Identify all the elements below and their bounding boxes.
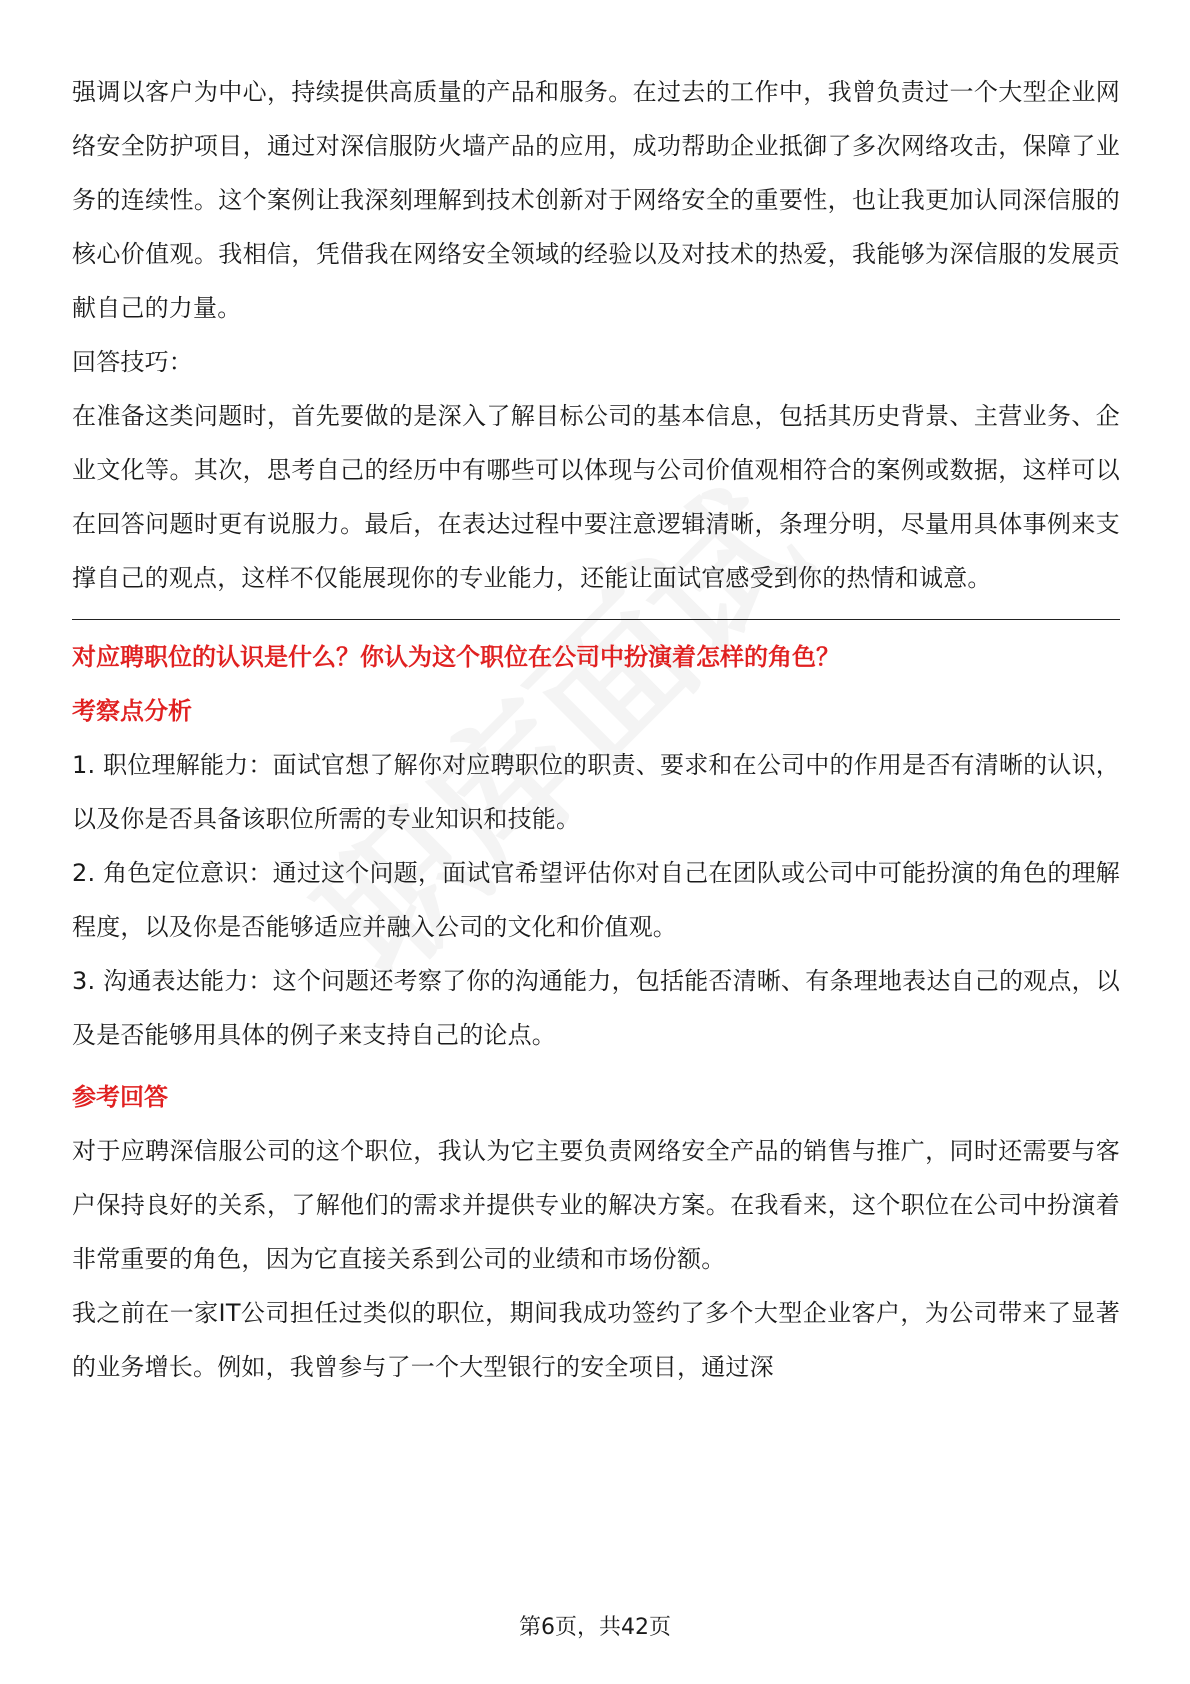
tips-paragraph: 在准备这类问题时，首先要做的是深入了解目标公司的基本信息，包括其历史背景、主营业务、企业文化等。其次，思考自己的经历中有哪些可以体现与公司价值观相符合的案例或数据，这样可以在回答问题时更有说服力。最后，在表达过程中要注意逻辑清晰，条理分明，尽量用具体事例来支撑自己的观点，这样不仅能展现你的专业能力，还能让面试官感受到你的热情和诚意。 xyxy=(72,402,1120,592)
analysis-point-1: 1. 职位理解能力：面试官想了解你对应聘职位的职责、要求和在公司中的作用是否有清晰的认识，以及你是否具备该职位所需的专业知识和技能。 xyxy=(72,751,1120,833)
question-title: 对应聘职位的认识是什么？你认为这个职位在公司中扮演着怎样的角色？ xyxy=(72,643,840,671)
answer-paragraph-2: 我之前在一家IT公司担任过类似的职位，期间我成功签约了多个大型企业客户，为公司带来了显著的业务增长。例如，我曾参与了一个大型银行的安全项目，通过深 xyxy=(72,1299,1120,1381)
tips-label: 回答技巧： xyxy=(72,348,193,376)
section-divider xyxy=(72,619,1120,620)
analysis-heading: 考察点分析 xyxy=(72,697,192,725)
analysis-point-2: 2. 角色定位意识：通过这个问题，面试官希望评估你对自己在团队或公司中可能扮演的角色的理解程度，以及你是否能够适应并融入公司的文化和价值观。 xyxy=(72,859,1120,941)
page-content xyxy=(72,65,1120,1394)
spacer xyxy=(72,1062,1120,1070)
page-number: 第6页，共42页 xyxy=(519,1615,671,1640)
answer-paragraph-1: 对于应聘深信服公司的这个职位，我认为它主要负责网络安全产品的销售与推广，同时还需要与客户保持良好的关系，了解他们的需求并提供专业的解决方案。在我看来，这个职位在公司中扮演着非常重要的角色，因为它直接关系到公司的业绩和市场份额。 xyxy=(72,1137,1120,1273)
intro-paragraph: 强调以客户为中心，持续提供高质量的产品和服务。在过去的工作中，我曾负责过一个大型企业网络安全防护项目，通过对深信服防火墙产品的应用，成功帮助企业抵御了多次网络攻击，保障了业务的连续性。这个案例让我深刻理解到技术创新对于网络安全的重要性，也让我更加认同深信服的核心价值观。我相信，凭借我在网络安全领域的经验以及对技术的热爱，我能够为深信服的发展贡献自己的力量。 xyxy=(72,78,1120,322)
answer-heading: 参考回答 xyxy=(72,1083,168,1111)
analysis-point-3: 3. 沟通表达能力：这个问题还考察了你的沟通能力，包括能否清晰、有条理地表达自己的观点，以及是否能够用具体的例子来支持自己的论点。 xyxy=(72,967,1120,1049)
